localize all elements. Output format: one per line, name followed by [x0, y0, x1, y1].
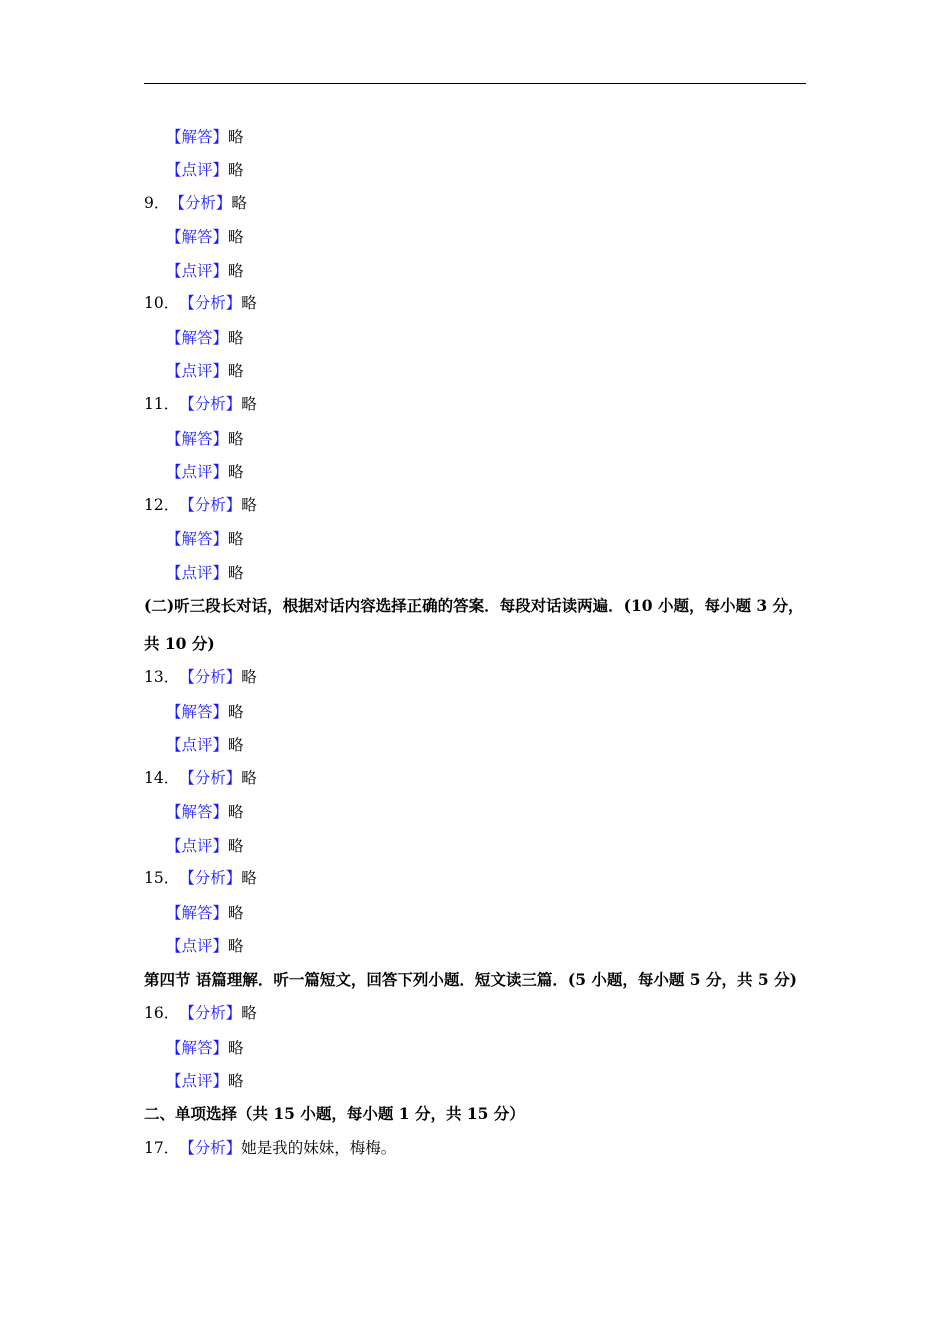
answer-tag: 【分析】 — [179, 668, 242, 686]
answer-text: 略 — [241, 294, 257, 312]
answer-text: 略 — [228, 161, 244, 179]
question-number: 9． — [144, 194, 170, 212]
answer-text: 略 — [228, 362, 244, 380]
answer-tag: 【分析】 — [179, 294, 242, 312]
section-heading — [144, 970, 797, 990]
answer-line — [166, 361, 244, 381]
answer-line — [144, 667, 257, 687]
answer-text: 略 — [228, 430, 244, 448]
answer-text: 略 — [241, 496, 257, 514]
answer-tag: 【分析】 — [179, 869, 242, 887]
answer-line — [166, 563, 244, 583]
answer-line — [166, 802, 244, 822]
answer-tag: 【解答】 — [166, 803, 229, 821]
answer-tag: 【分析】 — [169, 194, 232, 212]
answer-line — [166, 903, 244, 923]
answer-text: 略 — [228, 1072, 244, 1090]
answer-tag: 【分析】 — [179, 1004, 242, 1022]
question-number: 16． — [144, 1004, 180, 1022]
answer-line — [166, 328, 244, 348]
answer-text: 略 — [241, 869, 257, 887]
question-number: 11． — [144, 395, 180, 413]
answer-line — [144, 495, 257, 515]
answer-tag: 【解答】 — [166, 703, 229, 721]
answer-text: 略 — [228, 228, 244, 246]
section-heading — [144, 634, 215, 654]
answer-text: 略 — [228, 530, 244, 548]
answer-tag: 【点评】 — [166, 937, 229, 955]
question-number: 17． — [144, 1139, 180, 1157]
answer-line — [144, 1138, 396, 1158]
answer-text: 略 — [241, 668, 257, 686]
answer-line — [166, 429, 244, 449]
answer-line — [166, 227, 244, 247]
answer-text: 略 — [241, 1004, 257, 1022]
answer-line — [166, 1071, 244, 1091]
answer-line — [144, 193, 247, 213]
answer-line — [166, 462, 244, 482]
answer-line — [166, 160, 244, 180]
answer-line — [144, 1003, 257, 1023]
answer-tag: 【点评】 — [166, 1072, 229, 1090]
answer-tag: 【点评】 — [166, 837, 229, 855]
answer-line — [144, 293, 257, 313]
answer-text: 略 — [228, 904, 244, 922]
answer-text: 略 — [228, 564, 244, 582]
answer-tag: 【解答】 — [166, 228, 229, 246]
answer-tag: 【点评】 — [166, 362, 229, 380]
answer-line — [144, 768, 257, 788]
answer-line — [166, 735, 244, 755]
answer-text: 略 — [228, 463, 244, 481]
section-heading — [144, 1104, 525, 1124]
answer-text: 略 — [228, 1039, 244, 1057]
answer-tag: 【点评】 — [166, 161, 229, 179]
answer-line — [166, 936, 244, 956]
question-number: 14． — [144, 769, 180, 787]
answer-tag: 【点评】 — [166, 564, 229, 582]
answer-text: 略 — [228, 803, 244, 821]
answer-line — [166, 529, 244, 549]
heading-text: (二)听三段长对话，根据对话内容选择正确的答案．每段对话读两遍．(10 小题，每小题 3 分， — [144, 596, 804, 615]
answer-tag: 【点评】 — [166, 736, 229, 754]
answer-text: 略 — [228, 703, 244, 721]
answer-tag: 【分析】 — [179, 1139, 242, 1157]
question-number: 13． — [144, 668, 180, 686]
heading-text: 共 10 分) — [144, 634, 215, 653]
question-number: 10． — [144, 294, 180, 312]
answer-tag: 【点评】 — [166, 463, 229, 481]
answer-line — [144, 394, 257, 414]
header-rule — [144, 83, 806, 84]
heading-text: 二、单项选择（共 15 小题，每小题 1 分，共 15 分） — [144, 1104, 525, 1123]
answer-line — [166, 702, 244, 722]
answer-tag: 【解答】 — [166, 128, 229, 146]
answer-text: 略 — [228, 937, 244, 955]
answer-tag: 【点评】 — [166, 262, 229, 280]
answer-text: 她是我的妹妹，梅梅。 — [241, 1139, 397, 1157]
question-number: 15． — [144, 869, 180, 887]
question-number: 12． — [144, 496, 180, 514]
answer-tag: 【解答】 — [166, 329, 229, 347]
answer-text: 略 — [241, 769, 257, 787]
answer-text: 略 — [228, 128, 244, 146]
answer-tag: 【分析】 — [179, 395, 242, 413]
answer-text: 略 — [228, 837, 244, 855]
answer-text: 略 — [228, 329, 244, 347]
section-heading — [144, 596, 804, 616]
answer-line — [166, 1038, 244, 1058]
answer-text: 略 — [228, 736, 244, 754]
answer-tag: 【分析】 — [179, 496, 242, 514]
answer-line — [166, 836, 244, 856]
answer-tag: 【分析】 — [179, 769, 242, 787]
answer-tag: 【解答】 — [166, 530, 229, 548]
heading-text: 第四节 语篇理解．听一篇短文，回答下列小题．短文读三篇．(5 小题，每小题 5 分，共 5 分) — [144, 970, 797, 989]
answer-tag: 【解答】 — [166, 430, 229, 448]
answer-text: 略 — [228, 262, 244, 280]
answer-tag: 【解答】 — [166, 904, 229, 922]
answer-text: 略 — [241, 395, 257, 413]
answer-text: 略 — [231, 194, 247, 212]
answer-line — [166, 261, 244, 281]
answer-tag: 【解答】 — [166, 1039, 229, 1057]
answer-line — [166, 127, 244, 147]
answer-line — [144, 868, 257, 888]
